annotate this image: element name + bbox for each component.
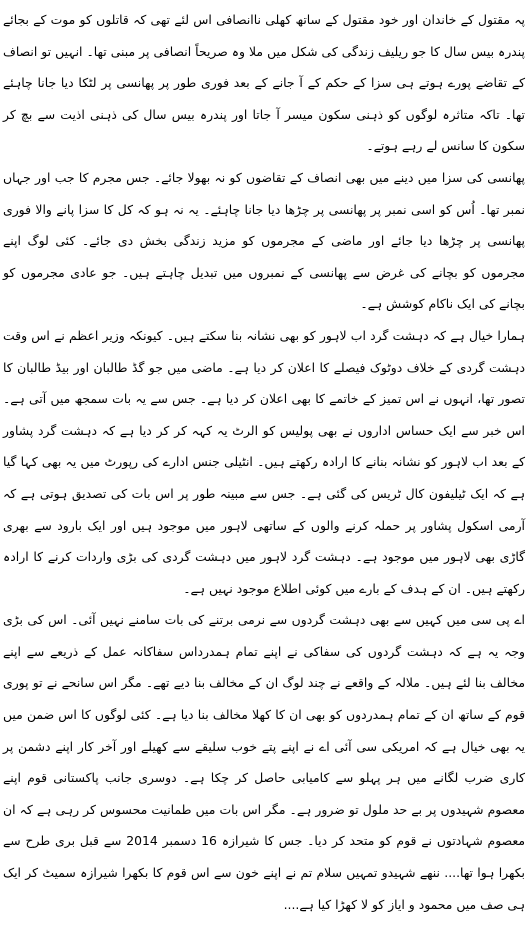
paragraph-4: اے پی سی میں کہیں سے بھی دہشت گردوں سے نرمی برتنے کی بات سامنے نہیں آئی۔ اس کی بڑی وجہ یہ ہے کہ دہشت گردوں کی سفاکی نے اپنے تمام ہمدرداس سفاکانہ عمل کے ذریعے سے اپنے مخالف بنا لئے ہیں۔ ملالہ کے واقعے نے چند لوگ ان کے مخالف بنا دیے تھے۔ مگر اس سانحے نے تو پوری قوم کے ساتھ ان کے تمام ہمدردوں کو بھی ان کا کھلا مخالف بنا دیا ہے۔ کئی لوگوں کا اس ضمن میں یہ بھی خیال ہے کہ امریکی سی آئی اے نے اپنے پتے خوب سلیقے سے کھیلے اور آخر کار اپنے دشمن پر کاری ضرب لگانے میں ہر پہلو سے کامیابی حاصل کر چکا ہے۔ دوسری جانب پاکستانی قوم اپنے معصوم شہیدوں پر بے حد ملول تو ضرور ہے۔ مگر اس بات میں طمانیت محسوس کر رہی ہے کہ ان معصوم شہادتوں نے قوم کو متحد کر دیا۔ جس کا شیرازہ 16 دسمبر 2014 سے قبل بری طرح سے بکھرا ہوا تھا.... ننھے شہیدو تمہیں سلام تم نے اپنے خون سے اس قوم کا بکھرا شیرازہ سمیٹ کر ایک ہی صف میں محمود و ایاز کو لا کھڑا کیا ہے.... bbox=[3, 612, 525, 912]
article-body bbox=[3, 4, 525, 920]
paragraph-2: پھانسی کی سزا میں دینے میں بھی انصاف کے تقاضوں کو نہ بھولا جائے۔ جس مجرم کا جب اور جہاں نمبر تھا۔ اُس کو اسی نمبر پر پھانسی پر چڑھا دیا جانا چاہئے۔ یہ نہ ہو کہ کل کا سزا پانے والا فوری پھانسی پر چڑھا دیا جائے اور ماضی کے مجرموں کو مزید زندگی بخش دی جائے۔ کئی لوگ اپنے مجرموں کو بچانے کی غرض سے پھانسی کے نمبروں میں تبدیل چاہتے ہیں۔ جو عادی مجرموں کو بچانے کی ایک ناکام کوشش ہے۔ bbox=[3, 169, 525, 312]
paragraph-1: پہ مقتول کے خاندان اور خود مقتول کے ساتھ کھلی ناانصافی اس لئے تھی کہ قاتلوں کو موت کے بجائے پندرہ بیس سال کا جو ریلیف زندگی کی شکل میں ملا وہ صریحاً انصافی پر مبنی تھا۔ انہیں تو انصاف کے تقاضے پورے ہوتے ہی سزا کے حکم کے آ جانے کے بعد فوری طور پر پھانسی پر لٹکا دیا جانا چاہئے تھا۔ تاکہ متاثرہ لوگوں کو ذہنی سکون میسر آ جاتا اور پندرہ بیس سال کی ذہنی اذیت سے بچ کر سکون کا سانس لے رہے ہوتے۔ bbox=[3, 12, 525, 154]
paragraph-3: ہمارا خیال ہے کہ دہشت گرد اب لاہور کو بھی نشانہ بنا سکتے ہیں۔ کیونکہ وزیر اعظم نے اس وقت دہشت گردی کے خلاف دوٹوک فیصلے کا اعلان کر دیا ہے۔ ماضی میں جو گڈ طالبان اور بیڈ طالبان کا تصور تھا، انہوں نے اس تمیز کے خاتمے کا بھی اعلان کر دیا ہے۔ جس سے یہ بات سمجھ میں آتی ہے۔ اس خبر سے ایک حساس اداروں نے بھی پولیس کو الرٹ یہ کہہ کر کر دیا ہے کہ دہشت گرد پشاور کے بعد اب لاہور کو نشانہ بنانے کا ارادہ رکھتے ہیں۔ انٹیلی جنس ادارے کی رپورٹ میں یہ بھی کہا گیا ہے کہ ایک ٹیلیفون کال ٹریس کی گئی ہے۔ جس سے مبینہ طور پر اس بات کی تصدیق ہوتی ہے کہ آرمی اسکول پشاور پر حملہ کرنے والوں کے ساتھی لاہور میں موجود ہیں اور ایک بارود سے بھری گاڑی بھی لاہور میں موجود ہے۔ دہشت گرد لاہور میں دہشت گردی کی بڑی واردات کرنے کا ارادہ رکھتے ہیں۔ ان کے ہدف کے بارے میں کوئی اطلاع موجود نہیں ہے۔ bbox=[3, 327, 525, 596]
